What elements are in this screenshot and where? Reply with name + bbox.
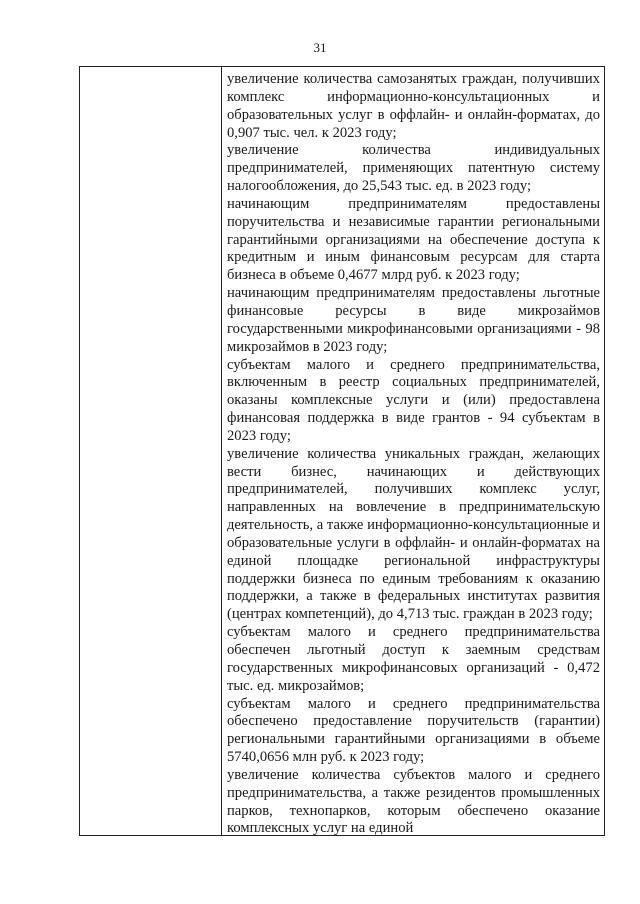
paragraph-guarantees: начинающим предпринимателям предоставлены поручительства и независимые гарантии региональными гарантийными организациями на обеспечение доступа к кредитным и иным финансовым ресурсам для старта бизнеса в объеме 0,4677 млрд руб. к 2023 году; (227, 195, 600, 284)
paragraph-microloans: начинающим предпринимателям предоставлены льготные финансовые ресурсы в виде микрозаймов государственными микрофинансовыми организациями - 98 микрозаймов в 2023 году; (227, 285, 600, 355)
paragraph-unique-citizens: увеличение количества уникальных граждан, желающих вести бизнес, начинающих и действующих предпринимателей, получивших комплекс услуг, направленных на вовлечение в предпринимательскую деятельность, а также информационно-консультационные и образовательные услуги в оффлайн- и онлайн-форматах на единой площадке региональной инфраструктуры поддержки бизнеса по единым требованиям к оказанию поддержки, а также в федеральных институтах развития (центрах компетенций), до 4,713 тыс. граждан в 2023 году; (227, 445, 600, 623)
paragraph-social-entrepreneurs: субъектам малого и среднего предпринимательства, включенным в реестр социальных предпринимателей, оказаны комплексные услуги и (или) предоставлена финансовая поддержка в виде грантов - 94 субъектам в 2023 году; (227, 356, 600, 444)
table-left-column (80, 67, 222, 835)
paragraph-industrial-parks: увеличение количества субъектов малого и среднего предпринимательства, а также резидентов промышленных парков, технопарков, которым обеспечено оказание комплексных услуг на единой (227, 766, 600, 835)
paragraph-loan-access: субъектам малого и среднего предпринимательства обеспечен льготный доступ к заемным средствам государственных микрофинансовых организаций - 0,472 тыс. ед. микрозаймов; (227, 624, 600, 694)
paragraph-patent-system: увеличение количества индивидуальных предпринимателей, применяющих патентную систему налогообложения, до 25,543 тыс. ед. в 2023 году; (227, 142, 600, 195)
paragraph-surety: субъектам малого и среднего предпринимательства обеспечено предоставление поручительств (гарантии) региональными гарантийными организациями в объеме 5740,0656 млн руб. к 2023 году; (227, 695, 600, 766)
measures-table (79, 66, 605, 836)
table-right-column (222, 67, 604, 835)
page-number: 31 (313, 40, 327, 55)
paragraph-self-employed: увеличение количества самозанятых граждан, получивших комплекс информационно-консультационных и образовательных услуг в оффлайн- и онлайн-форматах, до 0,907 тыс. чел. к 2023 году; (227, 71, 600, 141)
